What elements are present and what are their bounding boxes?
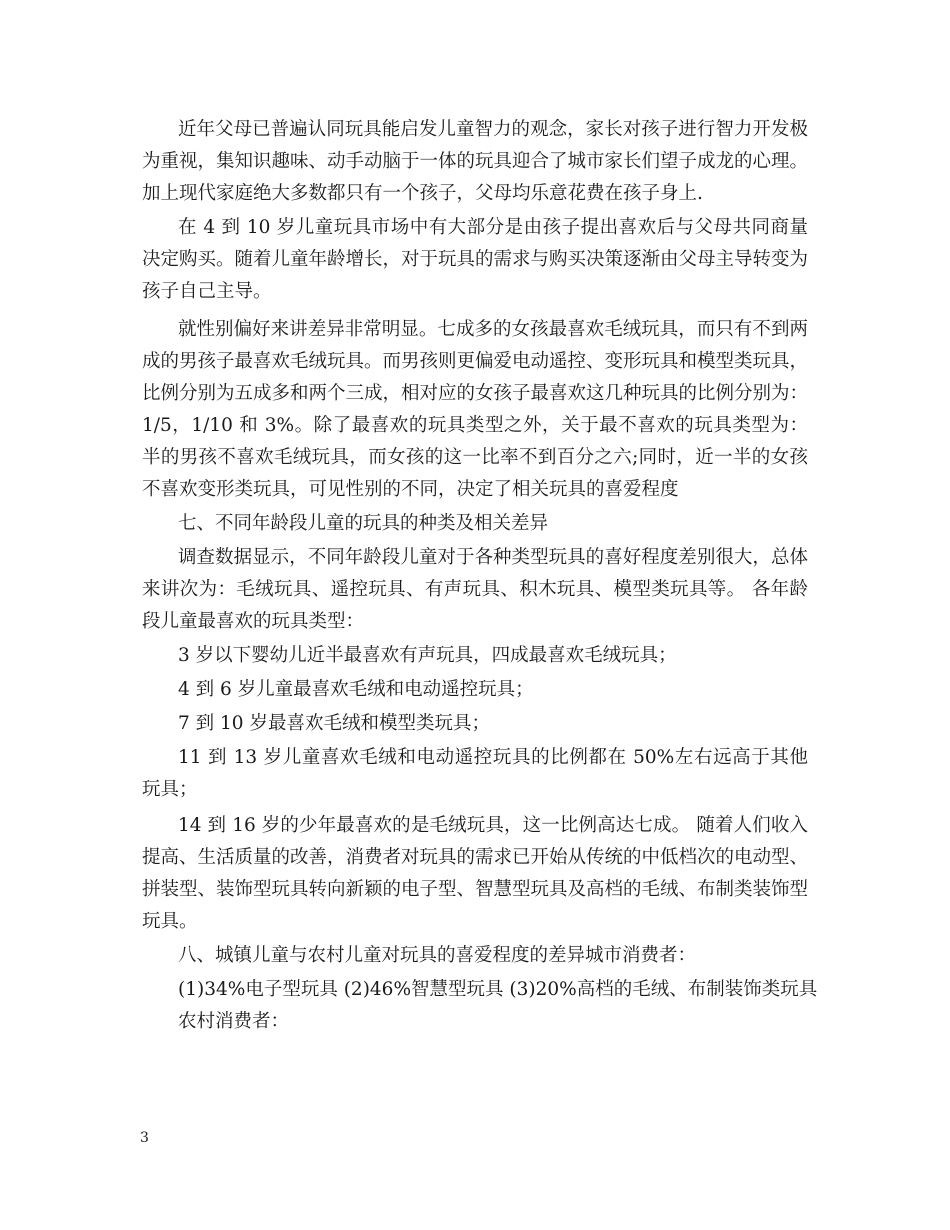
text-line: 玩具。 [142, 911, 198, 932]
text-line: 就性别偏好来讲差异非常明显。七成多的女孩最喜欢毛绒玩具，而只有不到两 [178, 319, 808, 340]
text-line: 不喜欢变形类玩具，可见性别的不同，决定了相关玩具的喜爱程度 [142, 479, 679, 500]
text-line: 加上现代家庭绝大多数都只有一个孩子，父母均乐意花费在孩子身上. [142, 183, 703, 204]
text-line: 11 到 13 岁儿童喜欢毛绒和电动遥控玩具的比例都在 50%左右远高于其他 [178, 747, 808, 768]
text-line: 拼装型、装饰型玩具转向新颖的电子型、智慧型玩具及高档的毛绒、布制类装饰型 [142, 879, 808, 900]
text-line: 农村消费者： [178, 1011, 290, 1032]
text-line: 段儿童最喜欢的玩具类型： [142, 611, 365, 632]
text-line: 孩子自己主导。 [142, 281, 272, 302]
text-line: 比例分别为五成多和两个三成，相对应的女孩子最喜欢这几种玩具的比例分别为： [142, 383, 808, 404]
text-line: 近年父母已普遍认同玩具能启发儿童智力的观念，家长对孩子进行智力开发极 [178, 119, 808, 140]
text-line: (1)34%电子型玩具 (2)46%智慧型玩具 (3)20%高档的毛绒、布制装饰类玩具 [178, 979, 818, 1000]
text-line: 7 到 10 岁最喜欢毛绒和模型类玩具； [178, 713, 490, 734]
text-line: 来讲次为：毛绒玩具、遥控玩具、有声玩具、积木玩具、模型类玩具等。 各年龄 [142, 579, 808, 600]
text-line: 调查数据显示，不同年龄段儿童对于各种类型玩具的喜好程度差别很大，总体 [178, 547, 808, 568]
text-line: 决定购买。随着儿童年龄增长，对于玩具的需求与购买决策逐渐由父母主导转变为 [142, 249, 808, 270]
text-line: 为重视，集知识趣味、动手动脑于一体的玩具迎合了城市家长们望子成龙的心理。 [142, 151, 808, 172]
text-line: 成的男孩子最喜欢毛绒玩具。而男孩则更偏爱电动遥控、变形玩具和模型类玩具， [142, 351, 808, 372]
text-line: 提高、生活质量的改善，消费者对玩具的需求已开始从传统的中低档次的电动型、 [142, 847, 808, 868]
text-line: 14 到 16 岁的少年最喜欢的是毛绒玩具，这一比例高达七成。 随着人们收入 [178, 815, 808, 836]
text-line: 3 岁以下婴幼儿近半最喜欢有声玩具，四成最喜欢毛绒玩具； [178, 645, 677, 666]
text-line: 在 4 到 10 岁儿童玩具市场中有大部分是由孩子提出喜欢后与父母共同商量 [178, 217, 808, 238]
page-number: 3 [140, 1130, 149, 1146]
text-line: 玩具； [142, 779, 198, 800]
section-heading: 七、不同年龄段儿童的玩具的种类及相关差异 [178, 513, 549, 534]
section-heading: 八、城镇儿童与农村儿童对玩具的喜爱程度的差异城市消费者： [178, 945, 697, 966]
text-line: 半的男孩不喜欢毛绒玩具，而女孩的这一比率不到百分之六;同时，近一半的女孩 [142, 447, 808, 468]
text-line: 4 到 6 岁儿童最喜欢毛绒和电动遥控玩具； [178, 679, 534, 700]
text-line: 1/5，1/10 和 3%。除了最喜欢的玩具类型之外，关于最不喜欢的玩具类型为： [142, 415, 808, 436]
